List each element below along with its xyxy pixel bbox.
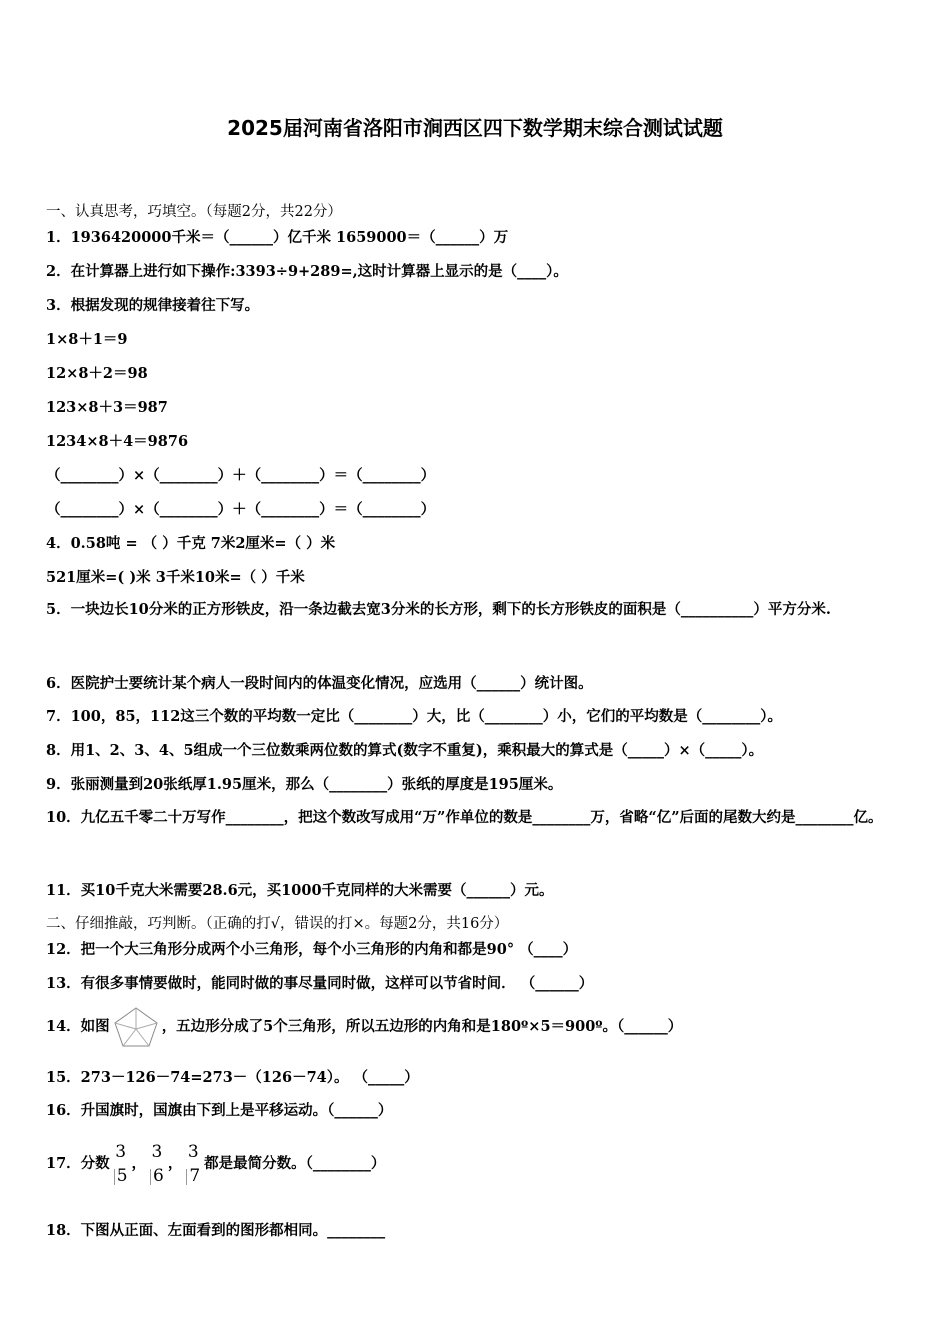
fraction-separator: ， xyxy=(167,1155,183,1172)
fraction-3-7 xyxy=(186,1140,200,1188)
fraction-numerator: 3 xyxy=(151,1142,163,1162)
question-3-pattern-4: 1234×8＋4＝9876 xyxy=(46,433,189,450)
question-9: 9．张丽测量到20张纸厚1.95厘米，那么（________）张纸的厚度是195厘米。 xyxy=(46,776,563,793)
question-3-pattern-3: 123×8＋3＝987 xyxy=(46,399,168,416)
question-2: 2．在计算器上进行如下操作:3393÷9+289=,这时计算器上显示的是（____）。 xyxy=(46,263,568,280)
question-14-prefix: 14．如图 xyxy=(46,1018,110,1035)
fraction-3-5 xyxy=(114,1140,128,1188)
question-8: 8．用1、2、3、4、5组成一个三位数乘两位数的算式(数字不重复)，乘积最大的算式是（_____）×（_____）。 xyxy=(46,742,764,759)
page-title: 2025届河南省洛阳市涧西区四下数学期末综合测试试题 xyxy=(227,116,723,140)
question-3-blank-row-2: （________）×（________）＋（________）＝（________） xyxy=(46,501,436,518)
question-10: 10．九亿五千零二十万写作________，把这个数改写成用“万”作单位的数是________万，省略“亿”后面的尾数大约是________亿。 xyxy=(46,809,883,826)
question-18: 18．下图从正面、左面看到的图形都相同。________ xyxy=(46,1222,386,1239)
question-1: 1．1936420000千米＝（______）亿千米 1659000＝（______）万 xyxy=(46,229,509,246)
question-3-pattern-2: 12×8＋2＝98 xyxy=(46,365,148,382)
question-3: 3．根据发现的规律接着往下写。 xyxy=(46,297,260,314)
question-5: 5．一块边长10分米的正方形铁皮，沿一条边截去宽3分米的长方形，剩下的长方形铁皮的面积是（__________）平方分米. xyxy=(46,601,831,618)
question-3-pattern-1: 1×8＋1＝9 xyxy=(46,331,128,348)
question-15: 15．273－126－74=273－（126－74）。 （_____） xyxy=(46,1069,419,1086)
question-6: 6．医院护士要统计某个病人一段时间内的体温变化情况，应选用（______）统计图。 xyxy=(46,675,593,692)
section-2-heading: 二、仔细推敲，巧判断。（正确的打√，错误的打×。每题2分，共16分） xyxy=(46,916,509,932)
question-12: 12．把一个大三角形分成两个小三角形，每个小三角形的内角和都是90° （____） xyxy=(46,941,578,958)
question-17-text: 都是最简分数。（________） xyxy=(204,1155,386,1172)
fraction-3-6 xyxy=(150,1140,164,1188)
question-13: 13．有很多事情要做时，能同时做的事尽量同时做，这样可以节省时间． （______） xyxy=(46,975,594,992)
question-3-blank-row-1: （________）×（________）＋（________）＝（________） xyxy=(46,467,436,484)
question-14 xyxy=(46,1004,682,1050)
pentagon-figure xyxy=(112,1005,160,1049)
fraction-denominator: 5 xyxy=(116,1166,128,1186)
question-4-line-1: 4．0.58吨 = （ ）千克 7米2厘米=（ ）米 xyxy=(46,535,336,552)
fraction-separator: ， xyxy=(131,1155,147,1172)
fraction-denominator: 7 xyxy=(189,1166,201,1186)
question-4-line-2: 521厘米=( )米 3千米10米=（ ）千米 xyxy=(46,569,305,586)
fraction-numerator: 3 xyxy=(187,1142,199,1162)
question-16: 16．升国旗时，国旗由下到上是平移运动。（______） xyxy=(46,1102,393,1119)
fraction-denominator: 6 xyxy=(153,1166,164,1186)
question-7: 7．100，85，112这三个数的平均数一定比（________）大，比（________）小，它们的平均数是（________）。 xyxy=(46,708,783,725)
fraction-numerator: 3 xyxy=(115,1142,127,1162)
section-1-heading: 一、认真思考，巧填空。（每题2分，共22分） xyxy=(46,204,342,220)
question-17-prefix: 17．分数 xyxy=(46,1155,110,1172)
question-17 xyxy=(46,1135,385,1193)
question-11: 11．买10千克大米需要28.6元，买1000千克同样的大米需要（______）元。 xyxy=(46,882,554,899)
question-14-text: ，五边形分成了5个三角形，所以五边形的内角和是180º×5＝900º。（______） xyxy=(161,1018,683,1035)
